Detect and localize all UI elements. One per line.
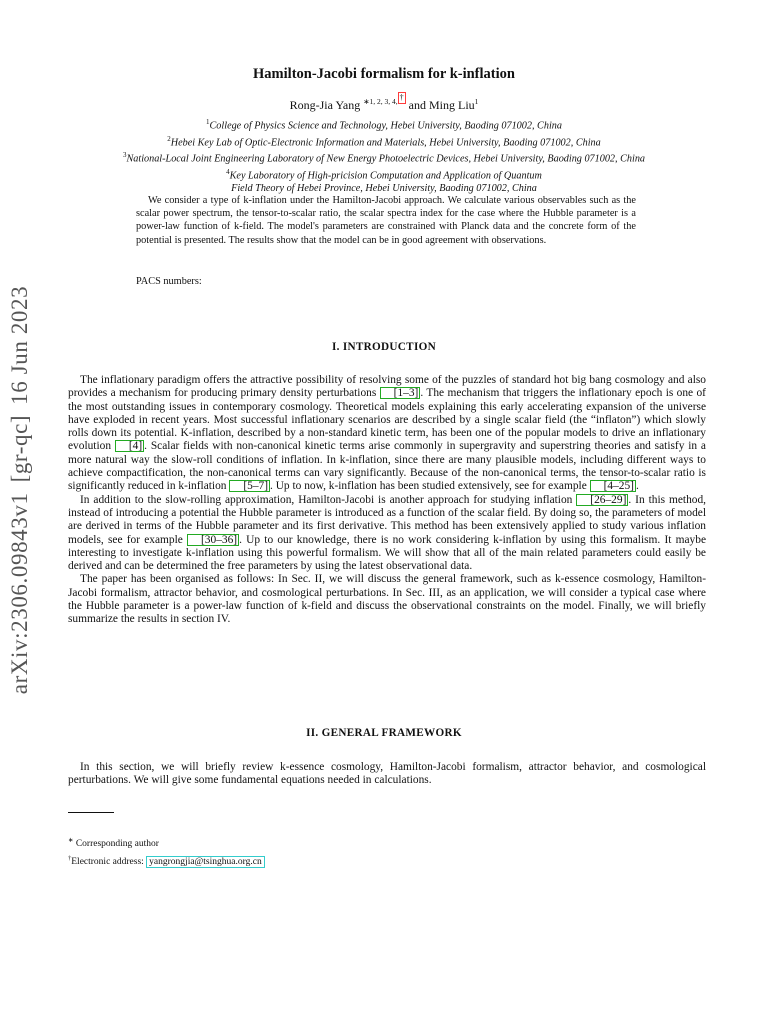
citation-link[interactable]: [1–3] — [380, 387, 421, 399]
paper-title: Hamilton-Jacobi formalism for k-inflation — [253, 66, 515, 82]
author-name: Rong-Jia Yang — [289, 98, 361, 112]
affiliation-list — [0, 116, 768, 196]
paragraph: In this section, we will briefly review k-essence cosmology, Hamilton-Jacobi formalism, attractor behavior, and cosmological perturbations. We will give some fundamental equations needed in calculations. — [68, 761, 706, 787]
section-heading-introduction: I. INTRODUCTION — [332, 341, 436, 353]
author-affiliation-marks: 1 — [474, 97, 479, 106]
affiliation-line: Field Theory of Hebei Province, Hebei University, Baoding 071002, China — [231, 183, 537, 195]
pacs-numbers: PACS numbers: — [136, 276, 202, 287]
footnote-divider — [68, 812, 114, 813]
footnote-email: †Electronic address: yangrongjia@tsinghua.org.cn — [68, 852, 265, 870]
arxiv-category: [gr-qc] — [7, 414, 32, 483]
introduction-body — [68, 374, 706, 627]
citation-link[interactable]: [4–25] — [590, 480, 636, 492]
citation-link[interactable]: [26–29] — [576, 494, 628, 506]
affiliation-line: $^1$College of Physics Science and Technology, Hebei University, Baoding 071002, China — [206, 118, 562, 132]
framework-body — [68, 761, 706, 788]
author-affiliation-marks: ∗1, 2, 3, 4, — [363, 97, 398, 106]
footnote-corresponding: ∗ Corresponding author — [68, 837, 159, 850]
affiliation-line: $^3$National-Local Joint Engineering Laboratory of New Energy Photoelectric Devices, Hebei University, Baoding 071002, China — [122, 151, 646, 165]
citation-link[interactable]: [5–7] — [229, 480, 270, 492]
paragraph: The paper has been organised as follows: In Sec. II, we will discuss the general framework, such as k-essence cosmology, Hamilton-Jacobi formalism, attractor behavior, and cosmological perturbations. In Sec. III, as an application, we will consider a typical case where the Hubble parameter is a power-law function of k-field and discuss the observational constraints on the model. Finally, we will briefly summarize the results in section IV. — [68, 573, 706, 626]
citation-link[interactable]: [4] — [115, 440, 144, 452]
affiliation-line: $^2$Hebei Key Lab of Optic-Electronic Information and Materials, Hebei University, Baoding 071002, China — [167, 134, 601, 148]
arxiv-identifier-stamp — [4, 230, 36, 750]
footnotes — [68, 834, 265, 869]
author-list — [0, 93, 768, 113]
arxiv-id: arXiv:2306.09843v1 — [7, 492, 32, 695]
paragraph: In addition to the slow-rolling approximation, Hamilton-Jacobi is another approach for studying inflation [26–29] . In this method, instead of introducing a potential the Hubble parameter is introduced as a function of the scalar field. By doing so, the parameters of model are derived in terms of the Hubble parameter and its first derivative. This method has been extensively applied to study various inflation models, see for example [30–36] . Up to our knowledge, there is no work considering k-inflation by using this formalism. It maybe interesting to investigate k-inflation using this powerful formalism. We will show that all of the main related parameters could easily be derived and can be determined the free parameters by using the latest observational data. — [68, 493, 707, 573]
author-email-link[interactable]: † — [399, 93, 404, 102]
author-name: Ming Liu — [429, 98, 475, 112]
arxiv-date: 16 Jun 2023 — [7, 285, 32, 405]
section-heading-general-framework: II. GENERAL FRAMEWORK — [306, 727, 462, 739]
affiliation-line: $^4$Key Laboratory of High-pricision Computation and Application of Quantum — [226, 167, 542, 182]
citation-link[interactable]: [30–36] — [187, 534, 239, 546]
abstract: We consider a type of k-inflation under the Hamilton-Jacobi approach. We calculate various observables such as the scalar power spectrum, the tensor-to-scalar ratio, the scalar spectra index for the case where the Hubble parameter is a power-law function of k-field. The model's parameters are constrained with Planck data and the concrete form of the potential is presented. The results show that the model can be in good agreement with observations. — [136, 195, 636, 246]
paragraph: The inflationary paradigm offers the attractive possibility of resolving some of the puzzles of standard hot big bang cosmology and also provides a mechanism for producing primary density perturbations [1–3] . The mechanism that triggers the inflationary epoch is one of the most outstanding issues in contemporary cosmology. Theoretical models explaining this early accelerating expansion of the universe have exploded in recent years. Most successful inflationary scenarios are described by a single scalar field (the “inflaton”) which slowly rolls down its potential. K-inflation, described by a non-standard kinetic term, has been one of the popular models to drive an inflationary evolution [4] . Scalar fields with non-canonical kinetic terms arise commonly in supergravity and superstring theories and satisfy in a more natural way the slow-roll conditions of inflation. In k-inflation, since there are many plausible models, including different ways to achieve compactification, the non-canonical terms can vary significantly. Because of the non-canonical terms, the tensor-to-scalar ratio is significantly reduced in k-inflation [5–7] . Up to now, k-inflation has been studied extensively, see for example [4–25] . — [68, 374, 706, 493]
email-link[interactable]: yangrongjia@tsinghua.org.cn — [146, 856, 265, 868]
author-conjunction: and — [408, 98, 426, 112]
